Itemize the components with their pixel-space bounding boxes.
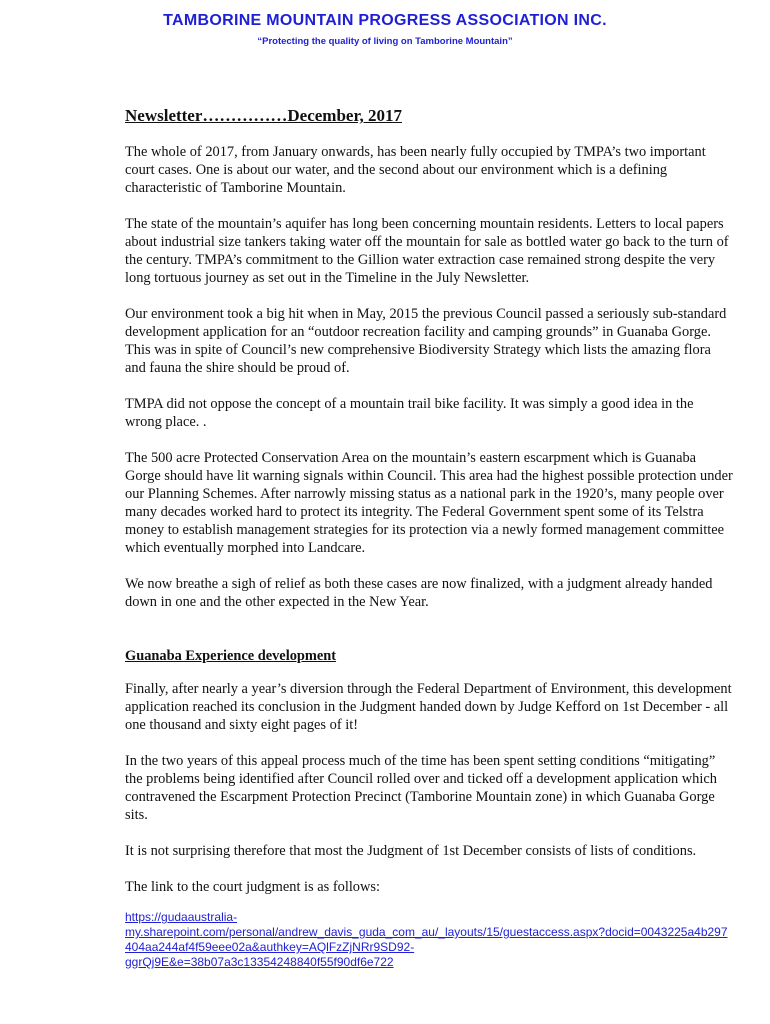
paragraph: The state of the mountain’s aquifer has long been concerning mountain residents. Letters to local papers about industrial size tankers taking water off the mountain for sale as bottled water go back to the turn of the century. TMPA’s commitment to the Gillion water extraction case remained strong despite the very long tortuous journey as set out in the Timeline in the July Newsletter. <box>125 216 729 286</box>
paragraph: The whole of 2017, from January onwards, has been nearly fully occupied by TMPA’s two important court cases. One is about our water, and the second about our environment which is a defining characteristic of Tamborine Mountain. <box>125 144 706 196</box>
newsletter-body <box>125 106 733 970</box>
paragraph: The link to the court judgment is as follows: <box>125 879 380 895</box>
organization-tagline: “Protecting the quality of living on Tamborine Mountain” <box>257 36 513 47</box>
paragraph: It is not surprising therefore that most the Judgment of 1st December consists of lists of conditions. <box>125 843 697 859</box>
paragraph: TMPA did not oppose the concept of a mountain trail bike facility. It was simply a good idea in the wrong place. . <box>125 396 694 430</box>
newsletter-heading: Newsletter……………December, 2017 <box>125 106 402 125</box>
paragraph: Our environment took a big hit when in May, 2015 the previous Council passed a seriously sub-standard development application for an “outdoor recreation facility and camping grounds” in Guanaba Gorge. This was in spite of Council’s new comprehensive Biodiversity Strategy which lists the amazing flora and fauna the shire should be proud of. <box>125 306 727 376</box>
section-heading-guanaba: Guanaba Experience development <box>125 648 337 664</box>
court-judgment-link[interactable]: https://gudaaustralia- my.sharepoint.com/personal/andrew_davis_guda_com_au/_layouts/15/guestaccess.aspx?docid=0043225a4b297404aa244af4f59eee02a&authkey=AQlFzZjNRr9SD92- ggrQj9E&e=38b07a3c13354248840f55f90df6e722 <box>125 910 728 969</box>
organization-title: TAMBORINE MOUNTAIN PROGRESS ASSOCIATION INC. <box>163 12 607 29</box>
paragraph: Finally, after nearly a year’s diversion through the Federal Department of Environment, this development application reached its conclusion in the Judgment handed down by Judge Kefford on 1st December - all one thousand and sixty eight pages of it! <box>125 681 732 733</box>
paragraph: The 500 acre Protected Conservation Area on the mountain’s eastern escarpment which is Guanaba Gorge should have lit warning signals within Council. This area had the highest possible protection under our Planning Schemes. After narrowly missing status as a national park in the 1920’s, many people over many decades worked hard to protect its integrity. The Federal Government spent some of its Telstra money to establish management strategies for its protection via a newly formed management committee which eventually morphed into Landcare. <box>125 450 733 556</box>
paragraph: We now breathe a sigh of relief as both these cases are now finalized, with a judgment already handed down in one and the other expected in the New Year. <box>125 576 713 610</box>
paragraph: In the two years of this appeal process much of the time has been spent setting conditions “mitigating” the problems being identified after Council rolled over and ticked off a development application which contravened the Escarpment Protection Precinct (Tamborine Mountain zone) in which Guanaba Gorge sits. <box>125 753 717 823</box>
